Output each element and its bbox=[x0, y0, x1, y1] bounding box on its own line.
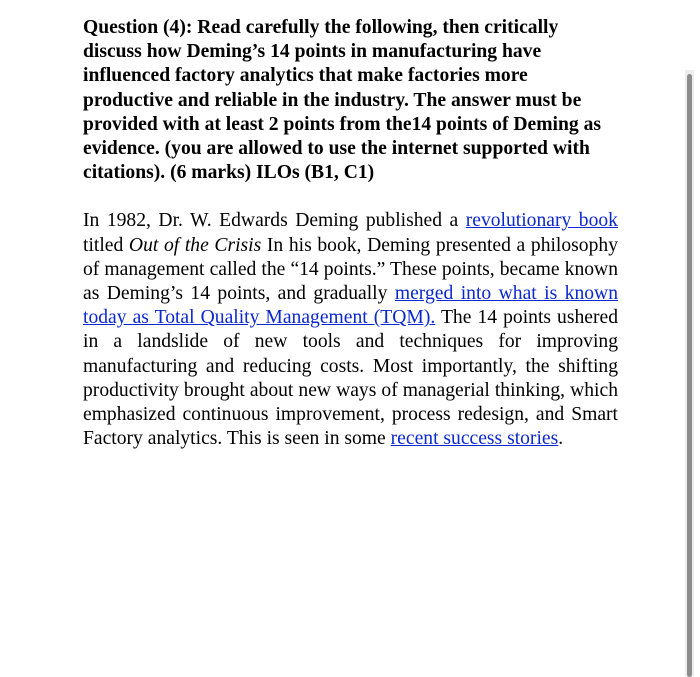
book-title: Out of the Crisis bbox=[128, 234, 262, 256]
passage-text: In 1982, Dr. W. Edwards Deming published a bbox=[83, 210, 466, 232]
passage-text: In his book, Deming presented a philosophy of management called the “14 points.” These points, became known as Deming’s 14 points, and gradually bbox=[83, 234, 618, 305]
success-stories-link[interactable]: recent success stories bbox=[390, 428, 559, 450]
scrollbar-thumb[interactable] bbox=[687, 74, 692, 677]
passage-paragraph bbox=[83, 209, 618, 451]
revolutionary-book-link[interactable]: revolutionary book bbox=[465, 210, 618, 232]
passage-text: titled bbox=[83, 234, 129, 256]
tqm-link[interactable]: merged into what is known today as Total Quality Management (TQM). bbox=[83, 283, 619, 329]
document-content bbox=[83, 16, 618, 451]
passage-text: . bbox=[558, 428, 564, 450]
question-heading: Question (4): Read carefully the following, then critically discuss how Deming’s 14 points in manufacturing have influenced factory analytics that make factories more productive and reliable in the industry. The answer must be provided with at least 2 points from the14 points of Deming as evidence. (you are allowed to use the internet supported with citations). (6 marks) ILOs (B1, C1) bbox=[83, 17, 601, 184]
passage-text: The 14 points ushered in a landslide of new tools and techniques for improving manufacturing and reducing costs. Most importantly, the shifting productivity brought about new ways of managerial thinking, which emphasized continuous improvement, process redesign, and Smart Factory analytics. This is seen in some bbox=[83, 307, 618, 450]
